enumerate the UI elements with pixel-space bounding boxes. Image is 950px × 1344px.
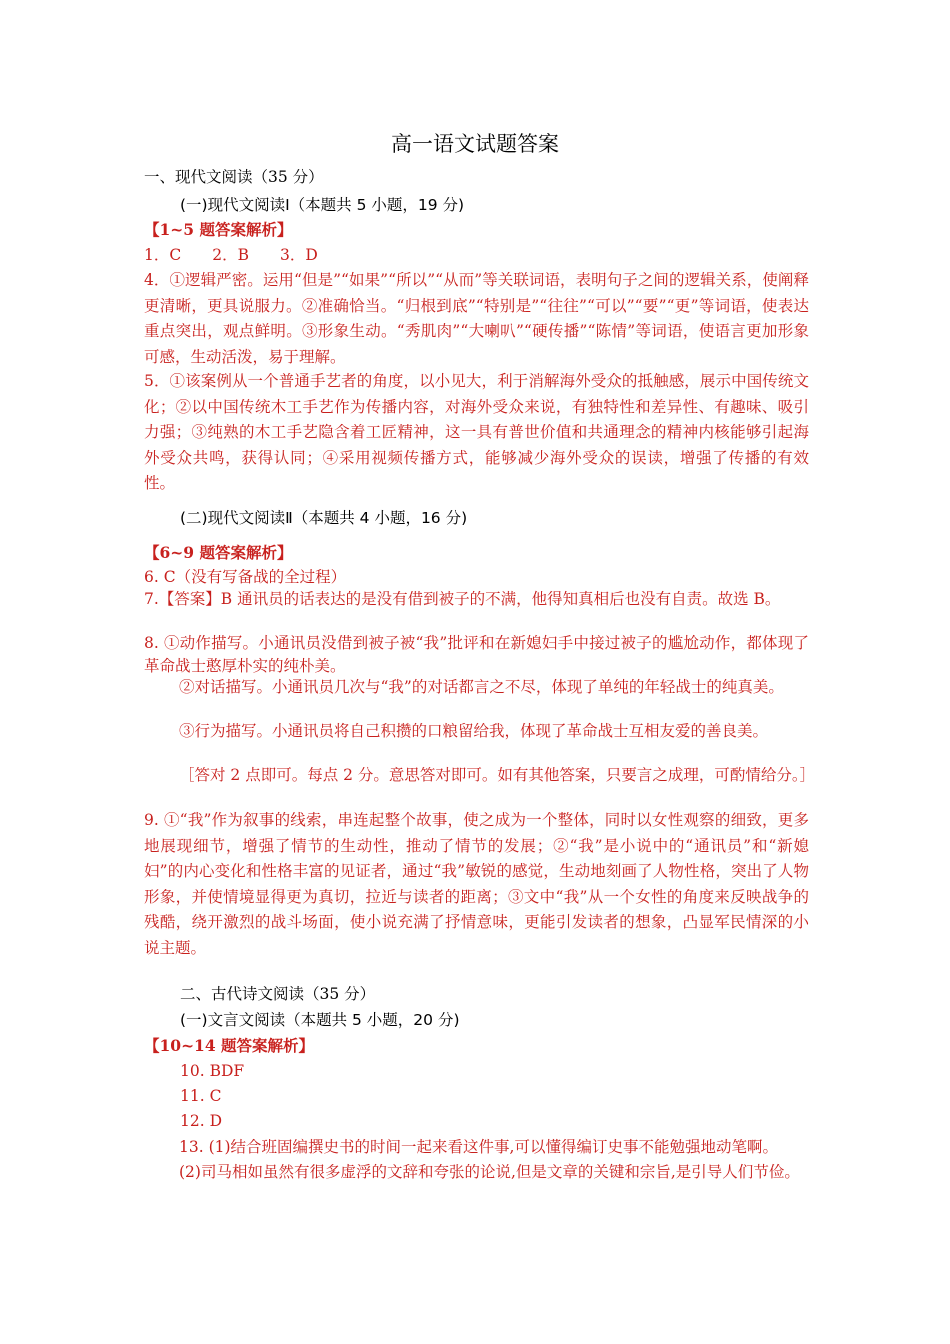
document-title: 高一语文试题答案 [391, 132, 559, 156]
section1-part2-heading: (二)现代文阅读Ⅱ（本题共 4 小题，16 分) [180, 509, 468, 527]
section1-heading: 一、现代文阅读（35 分） [144, 168, 324, 186]
answer-q13-part2: (2)司马相如虽然有很多虚浮的文辞和夸张的论说,但是文章的关键和宗旨,是引导人们节俭。 [179, 1163, 800, 1181]
answers-1-3: 1．C 2．B 3．D [144, 246, 318, 264]
section2-part1-heading: (一)文言文阅读（本题共 5 小题，20 分) [180, 1011, 460, 1029]
answer-q12: 12. D [180, 1112, 223, 1130]
answer-q8-scoring: ［答对 2 点即可。每点 2 分。意思答对即可。如有其他答案，只要言之成理，可酌情给分。］ [179, 766, 816, 784]
answer-q6: 6. C（没有写备战的全过程） [144, 568, 347, 586]
section2-heading: 二、古代诗文阅读（35 分） [180, 985, 376, 1003]
section1-part1-heading: (一)现代文阅读Ⅰ（本题共 5 小题，19 分) [180, 196, 465, 214]
answer-q7: 7.【答案】B 通讯员的话表达的是没有借到被子的不满，他得知真相后也没有自责。故选 B。 [144, 590, 781, 608]
answer-q8-point2: ②对话描写。小通讯员几次与“我”的对话都言之不尽，体现了单纯的年轻战士的纯真美。 [179, 678, 784, 696]
answer-tag-1-5: 【1~5 题答案解析】 [144, 220, 293, 239]
answer-tag-6-9: 【6~9 题答案解析】 [144, 543, 293, 562]
answer-q5: 5．①该案例从一个普通手艺者的角度，以小见大，利于消解海外受众的抵触感，展示中国传统文化；②以中国传统木工手艺作为传播内容，对海外受众来说，有独特性和差异性、有趣味、吸引力强；③纯熟的木工手艺隐含着工匠精神，这一具有普世价值和共通理念的精神内核能够引起海外受众共鸣，获得认同；④采用视频传播方式，能够减少海外受众的误读，增强了传播的有效性。 [144, 372, 809, 492]
answer-q8-point3: ③行为描写。小通讯员将自己积攒的口粮留给我，体现了革命战士互相友爱的善良美。 [179, 722, 769, 740]
answer-q13-part1: 13. (1)结合班固编撰史书的时间一起来看这件事,可以懂得编订史事不能勉强地动笔啊。 [179, 1138, 778, 1156]
answer-q11: 11. C [180, 1087, 222, 1105]
answer-q4: 4．①逻辑严密。运用“但是”“如果”“所以”“从而”等关联词语，表明句子之间的逻辑关系，使阐释更清晰，更具说服力。②准确恰当。“归根到底”“特别是”“往往”“可以”“要”“更”等词语，使表达重点突出，观点鲜明。③形象生动。“秀肌肉”“大喇叭”“硬传播”“陈情”等词语，使语言更加形象可感，生动活泼，易于理解。 [144, 271, 809, 366]
answer-q8-point1: 8. ①动作描写。小通讯员没借到被子被“我”批评和在新媳妇手中接过被子的尴尬动作，都体现了革命战士憨厚朴实的纯朴美。 [144, 634, 809, 675]
answer-tag-10-14: 【10~14 题答案解析】 [144, 1036, 315, 1055]
answer-q10: 10. BDF [180, 1062, 245, 1080]
answer-q9: 9. ①“我”作为叙事的线索，串连起整个故事，使之成为一个整体，同时以女性观察的细致，更多地展现细节，增强了情节的生动性，推动了情节的发展；②“我”是小说中的“通讯员”和“新媳妇”的内心变化和性格丰富的见证者，通过“我”敏锐的感觉，生动地刻画了人物性格，突出了人物形象，并使情境显得更为真切，拉近与读者的距离；③文中“我”从一个女性的角度来反映战争的残酷，绕开激烈的战斗场面，使小说充满了抒情意味，更能引发读者的想象，凸显军民情深的小说主题。 [144, 811, 809, 957]
